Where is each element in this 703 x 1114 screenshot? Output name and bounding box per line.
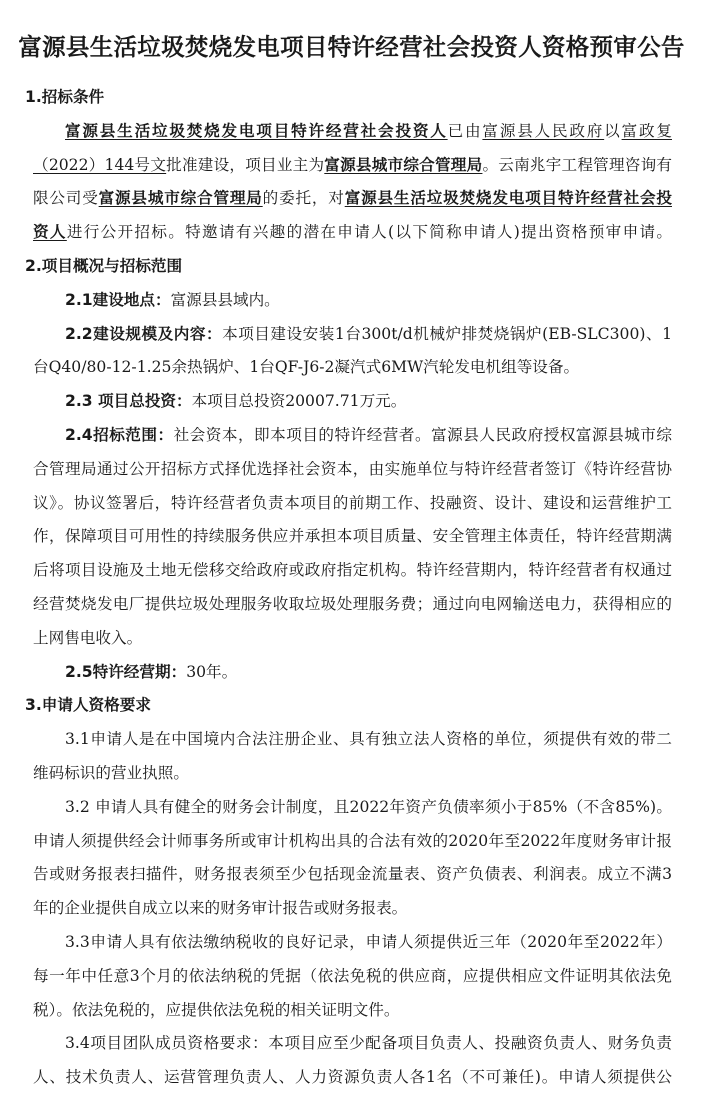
text-segment: 3.2 申请人具有健全的财务会计制度，且2022年资产负债率须小于85%（不含85%)。 [65,797,672,816]
text-segment: 3.4项目团队成员资格要求：本项目应至少配备项目负责人、投融资负责人、财务负责 [65,1034,672,1053]
text-line [65,1031,672,1055]
text-segment: 告或财务报表扫描件，财务报表须至少包括现金流量表、资产负债表、利润表。成立不满3 [33,865,672,884]
text-line [65,288,672,312]
text-segment: 以 [604,121,622,140]
text-line [65,423,672,447]
text-segment: 。云南兆宇工程管理咨询有 [482,155,672,174]
text-line [33,964,672,988]
text-line [65,322,672,346]
text-line [33,457,672,481]
text-segment: 年的企业提供自成立以来的财务审计报告或财务报表。 [33,899,408,918]
text-line [33,153,672,177]
text-line [65,119,672,143]
text-line [33,524,672,548]
section-heading [25,254,664,278]
text-segment: 进行公开招标。特邀请有兴趣的潜在申请人(以下简称申请人)提出资格预审申请。 [66,223,672,242]
text-line [33,896,672,920]
text-segment: 维码标识的营业执照。 [33,764,189,782]
text-segment: 30年。 [186,662,238,681]
text-segment: 上网售电收入。 [33,628,143,647]
text-line [33,761,672,785]
text-line [33,1065,672,1089]
text-segment: 1.招标条件 [25,88,105,106]
text-line [33,186,672,210]
text-segment: 申请人须提供经会计师事务所或审计机构出具的合法有效的2020年至2022年度财务审计报 [33,831,672,850]
text-segment: 税）。依法免税的，应提供依法免税的相关证明文件。 [33,1000,400,1019]
section-heading [25,85,664,109]
underlined-text: 富源县生活垃圾焚烧发电项目特许经营社会投资人 [65,121,448,140]
text-segment: 的委托，对 [262,189,345,208]
underlined-text: 富源县城市综合管理局 [98,189,263,208]
underlined-text: 富源县人民政府 [482,121,605,140]
text-segment: 合管理局通过公开招标方式择优选择社会资本，由实施单位与特许经营者签订《特许经营协 [33,459,672,478]
text-line [65,727,672,751]
text-segment: 本项目总投资20007.71万元。 [191,392,407,411]
text-segment: 3.3申请人具有依法缴纳税收的良好记录，申请人须提供近三年（2020年至2022年） [65,933,672,951]
text-line [33,829,672,853]
text-segment: 2.项目概况与招标范围 [25,257,183,275]
text-line [65,660,672,684]
text-line [65,389,672,413]
text-line [33,592,672,616]
text-line [33,355,672,379]
section-heading [25,693,664,717]
text-segment: 后将项目设施及土地无偿移交给政府或政府指定机构。特许经营期内，特许经营者有权通过 [33,561,672,580]
text-line [65,930,672,954]
text-segment: 3.申请人资格要求 [25,696,151,715]
text-segment: 限公司受 [33,189,99,208]
text-segment: 作，保障项目可用性的持续服务供应并承担本项目质量、安全管理主体责任，特许经营期满 [33,527,672,546]
text-segment: 议》。协议签署后，特许经营者负责本项目的前期工作、投融资、设计、建设和运营维护工 [33,493,672,512]
text-segment: 每一年中任意3个月的依法纳税的凭据（依法免税的供应商，应提供相应文件证明其依法免 [33,966,672,985]
text-segment: 富源县县域内。 [170,290,280,309]
bold-label: 2.4招标范围： [65,426,174,444]
text-line [33,626,672,650]
text-line [33,558,672,582]
text-segment: 已由 [447,121,483,140]
text-line [33,862,672,886]
text-line [33,491,672,515]
bold-label: 2.5特许经营期： [65,662,187,681]
text-segment: 3.1申请人是在中国境内合法注册企业、具有独立法人资格的单位，须提供有效的带二 [65,730,672,749]
text-segment: 批准建设，项目业主为 [166,155,325,174]
bold-label: 2.2建设规模及内容： [65,324,223,343]
text-segment: 本项目建设安装1台300t/d机械炉排焚烧锅炉(EB-SLC300)、1 [222,324,673,343]
underlined-text: 富政复 [621,121,672,140]
underlined-text: 资人 [33,223,67,242]
text-segment: 社会资本，即本项目的特许经营者。富源县人民政府授权富源县城市综 [173,426,672,444]
text-line [33,220,672,244]
page-title: 富源县生活垃圾焚烧发电项目特许经营社会投资人资格预审公告 [18,33,685,61]
text-segment: 人、技术负责人、运营管理负责人、人力资源负责人各1名（不可兼任)。申请人须提供公 [33,1068,672,1087]
bold-label: 2.1建设地点： [65,290,171,309]
text-line [65,795,672,819]
underlined-text: 富源县城市综合管理局 [324,155,483,174]
bold-label: 2.3 项目总投资： [65,392,192,411]
underlined-text: （2022）144号文 [33,155,167,174]
underlined-text: 富源县生活垃圾焚烧发电项目特许经营社会投 [344,189,672,208]
text-line [33,998,672,1022]
text-segment: 台Q40/80-12-1.25余热锅炉、1台QF-J6-2凝汽式6MW汽轮发电机组等设备。 [33,358,580,377]
text-segment: 经营焚烧发电厂提供垃圾处理服务收取垃圾处理服务费；通过向电网输送电力，获得相应的 [33,595,672,613]
